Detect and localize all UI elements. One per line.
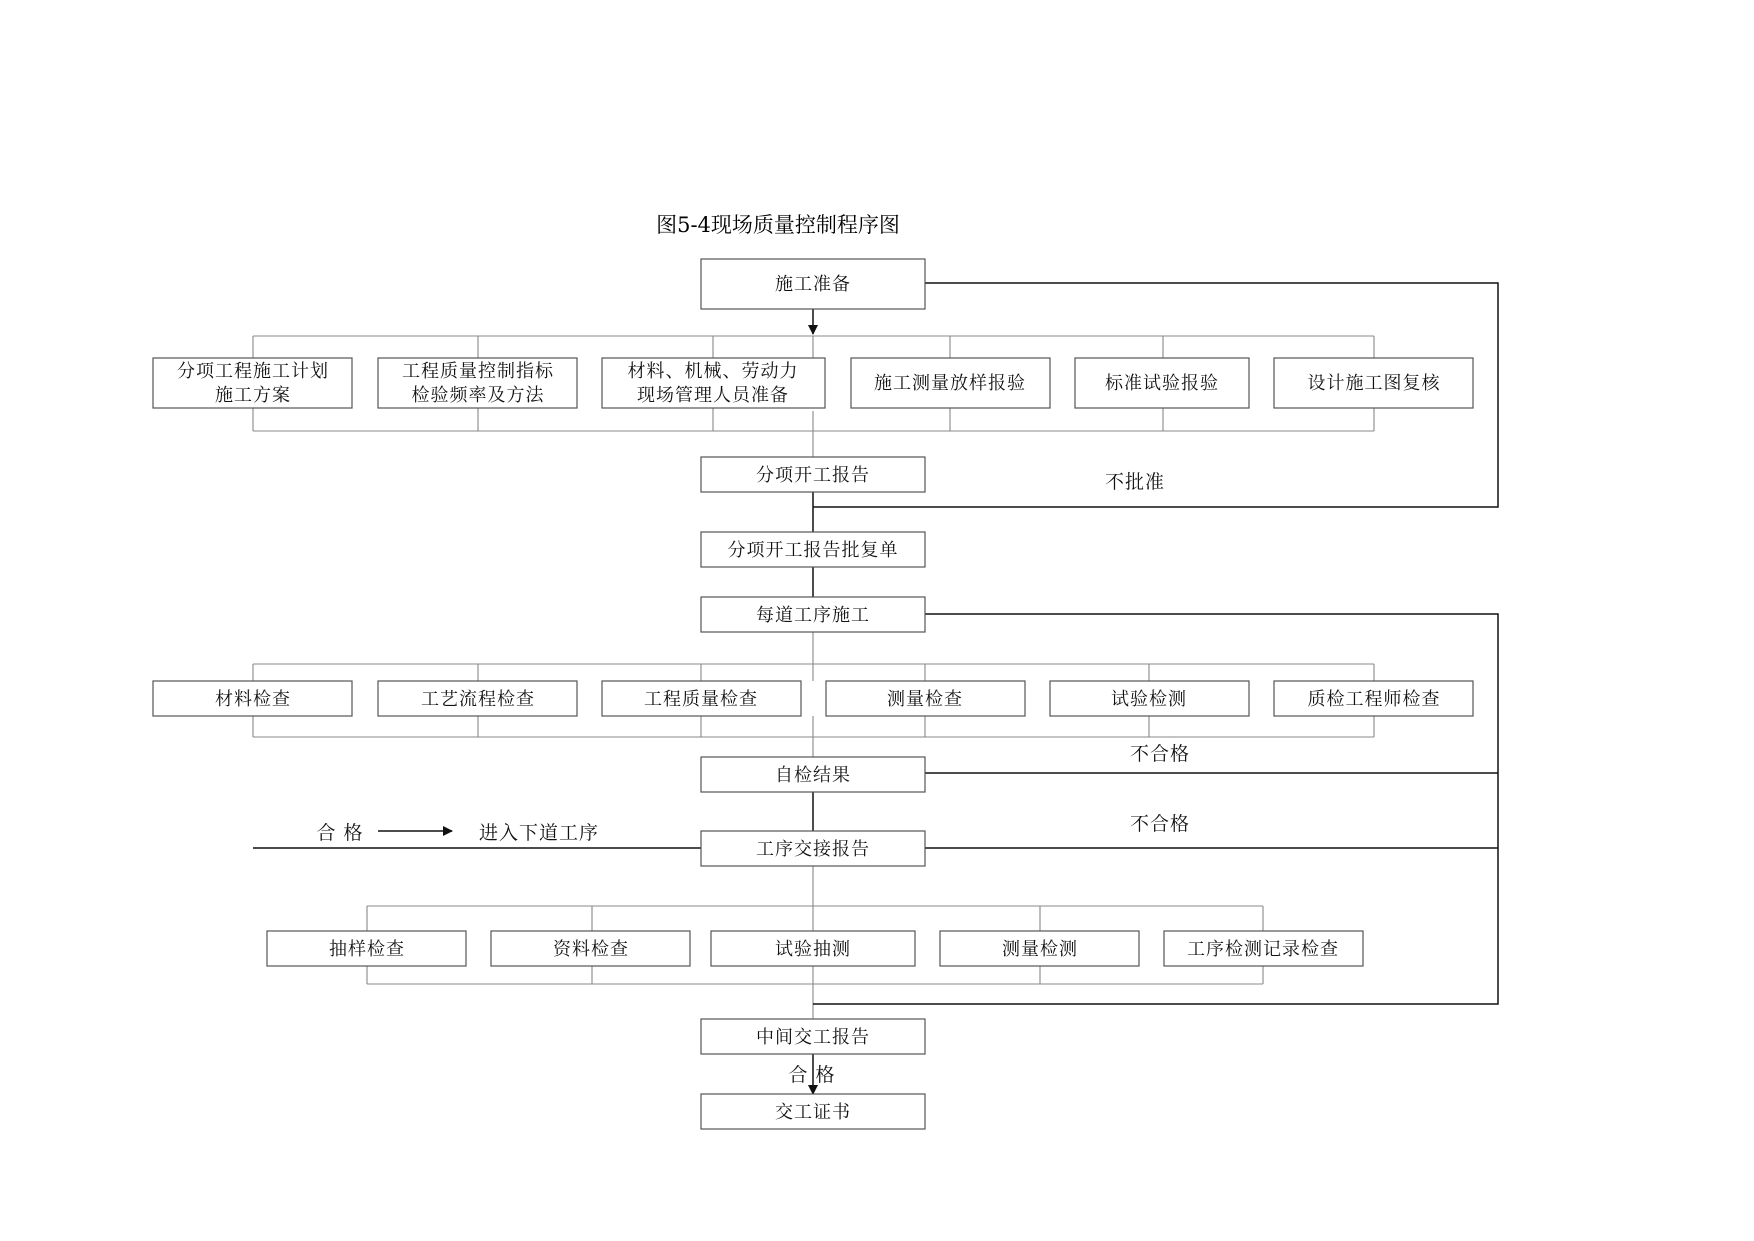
node-approval-label: 分项开工报告批复单 [727,540,899,561]
node-design-review [1274,358,1473,408]
qualified-left-label: 合 格 [316,822,364,844]
node-quality-check [602,681,801,716]
node-material-check-label: 材料检查 [215,689,291,710]
node-resource-line1: 材料、机械、劳动力 [627,361,799,382]
node-survey-report [851,358,1050,408]
node-material-check [153,681,352,716]
node-survey-check [826,681,1025,716]
node-survey-check-label: 测量检查 [887,689,963,710]
node-survey-report-label: 施工测量放样报验 [874,373,1026,394]
node-test-detect [1050,681,1249,716]
node-self-result-label: 自检结果 [775,765,851,786]
node-test-report-label: 标准试验报验 [1105,373,1219,394]
node-plan-line2: 施工方案 [215,385,291,406]
node-flow-check-label: 工艺流程检查 [421,689,535,710]
qualified-bottom-label: 合 格 [788,1064,836,1086]
node-engineer-check [1274,681,1473,716]
node-approval [701,532,925,567]
node-test-sample [711,931,915,966]
node-doc-check-label: 资料检查 [553,939,629,960]
node-prep [701,259,925,309]
node-start-report [701,457,925,492]
node-flow-check [378,681,577,716]
node-resource [602,358,825,408]
node-start-report-label: 分项开工报告 [756,465,870,486]
node-index-line2: 检验频率及方法 [411,385,545,406]
unqualified-label-1: 不合格 [1129,743,1191,765]
node-certificate [701,1094,925,1129]
node-record-check [1164,931,1363,966]
node-plan-line1: 分项工程施工计划 [177,361,329,382]
node-quality-check-label: 工程质量检查 [644,689,758,710]
node-survey-detect [940,931,1139,966]
node-engineer-check-label: 质检工程师检查 [1307,689,1441,710]
node-plan [153,358,352,408]
node-process [701,597,925,632]
node-interim-report [701,1019,925,1054]
not-approved-label: 不批准 [1104,471,1166,493]
node-index-line1: 工程质量控制指标 [402,361,554,382]
node-handover-report-label: 工序交接报告 [756,839,870,860]
node-survey-detect-label: 测量检测 [1002,939,1078,960]
node-record-check-label: 工序检测记录检查 [1187,939,1339,960]
node-interim-report-label: 中间交工报告 [756,1027,870,1048]
node-index [378,358,577,408]
diagram-title: 图5-4现场质量控制程序图 [656,213,900,237]
node-test-report [1075,358,1249,408]
node-sample-check [267,931,466,966]
node-test-detect-label: 试验检测 [1111,689,1187,710]
node-process-label: 每道工序施工 [756,605,870,626]
node-self-result [701,757,925,792]
node-resource-line2: 现场管理人员准备 [637,385,789,406]
node-design-review-label: 设计施工图复核 [1307,373,1441,394]
next-process-label: 进入下道工序 [478,822,600,844]
node-test-sample-label: 试验抽测 [775,939,851,960]
node-prep-label: 施工准备 [775,274,851,295]
node-certificate-label: 交工证书 [775,1102,851,1123]
node-handover-report [701,831,925,866]
node-doc-check [491,931,690,966]
node-sample-check-label: 抽样检查 [329,939,405,960]
unqualified-label-2: 不合格 [1129,813,1191,835]
